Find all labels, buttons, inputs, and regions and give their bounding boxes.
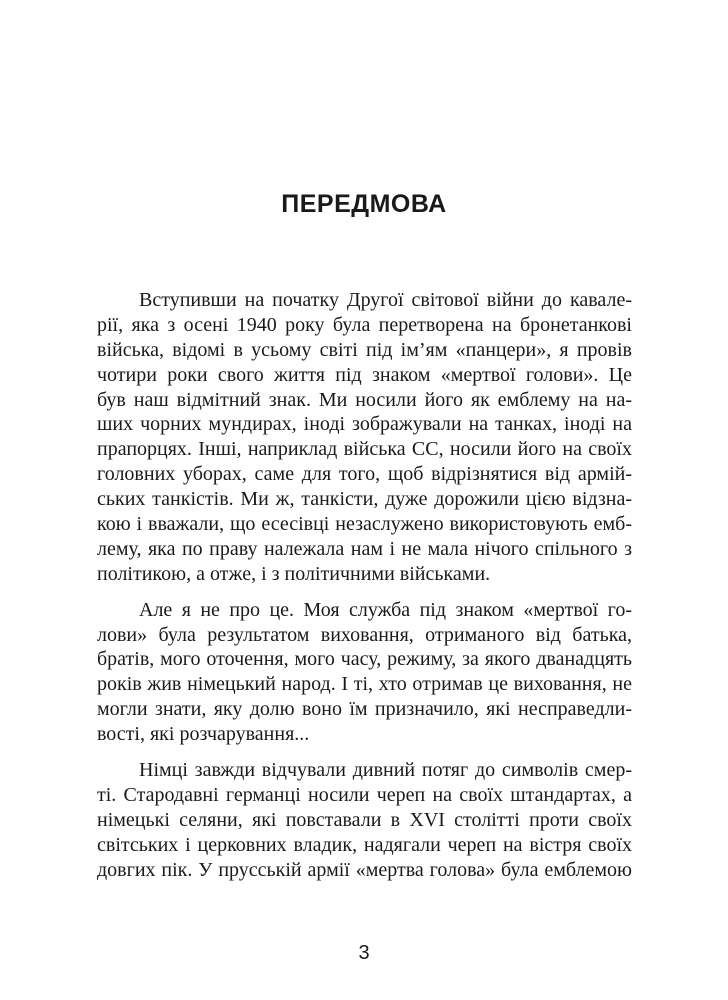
text-line: років жив німецький народ. І ті, хто отримав це виховання, не	[97, 673, 632, 696]
text-line: ських танкістів. Ми ж, танкісти, дуже дорожили цією відзна-	[97, 488, 632, 511]
text-line: вості, які розчарування...	[97, 723, 310, 746]
text-line: німецькі селяни, які повставали в XVI столітті проти своїх	[97, 808, 632, 831]
text-line: ті. Стародавні германці носили череп на своїх штандартах, а	[97, 783, 632, 806]
text-line: довгих пік. У прусській армії «мертва голова» була емблемою	[97, 858, 632, 881]
paragraph	[97, 758, 632, 882]
text-line: лему, яка по праву належала нам і не мала нічого спільного з	[97, 537, 632, 560]
text-line: Але я не про це. Моя служба під знаком «мертвої го-	[139, 598, 632, 621]
body-text	[97, 288, 632, 893]
text-line: могли знати, яку долю воно їм призначило, які несправедли-	[97, 698, 632, 721]
text-line: рії, яка з осені 1940 року була перетворена на бронетанкові	[97, 313, 632, 336]
text-line: лови» була результатом виховання, отриманого від батька,	[97, 623, 632, 646]
text-line: був наш відмітний знак. Ми носили його як емблему на на-	[97, 388, 632, 411]
text-line: братів, мого оточення, мого часу, режиму, за якого дванадцять	[97, 648, 632, 671]
paragraph	[97, 288, 632, 587]
text-line: війська, відомі в усьому світі під ім’ям «панцери», я провів	[97, 338, 632, 361]
text-line: чотири роки свого життя під знаком «мертвої голови». Це	[97, 363, 632, 386]
text-line: кою і вважали, що есесівці незаслужено використовують емб-	[97, 513, 632, 536]
text-line: Німці завжди відчували дивний потяг до символів смер-	[139, 759, 632, 782]
text-line: ших чорних мундирах, іноді зображували на танках, іноді на	[97, 413, 632, 436]
page-number: 3	[358, 942, 370, 964]
text-line: прапорцях. Інші, наприклад війська СС, носили його на своїх	[97, 438, 632, 461]
text-line: Вступивши на початку Другої світової війни до кавале-	[139, 289, 632, 311]
text-line: політикою, а отже, і з політичними військами.	[97, 562, 491, 585]
page-title: ПЕРЕДМОВА	[281, 190, 447, 218]
paragraph	[97, 598, 632, 747]
text-line: головних уборах, саме для того, щоб відрізнятися від армій-	[97, 463, 632, 486]
text-line: світських і церковних владик, надягали череп на вістря своїх	[97, 833, 632, 856]
